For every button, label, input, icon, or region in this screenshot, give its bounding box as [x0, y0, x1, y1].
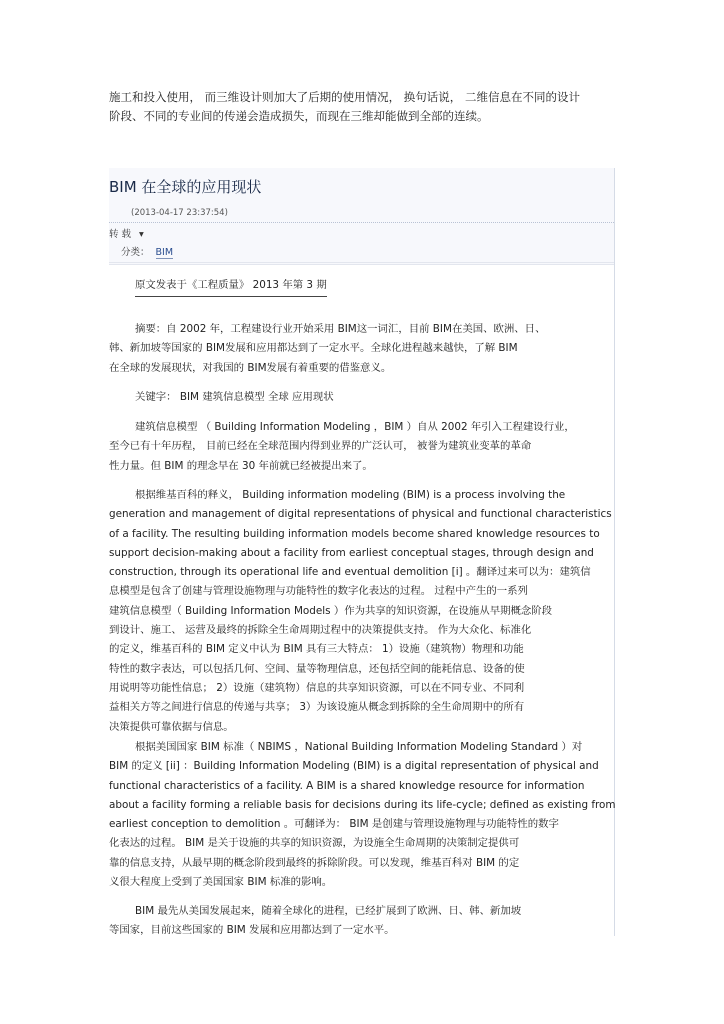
- abstract-line: 摘要：自 2002 年，工程建设行业开始采用 BIM这一词汇，目前 BIM在美国、欧洲、日、: [135, 323, 546, 335]
- chevron-down-icon[interactable]: ▾: [139, 229, 144, 240]
- nbims-line: 义很大程度上受到了美国国家 BIM 标准的影响。: [109, 876, 333, 889]
- keywords-paragraph: [109, 388, 334, 407]
- intro-line: 施工和投入使用， 而三维设计则加大了后期的使用情况， 换句话说， 二维信息在不同的设计: [109, 90, 580, 104]
- abstract-line: 韩、新加坡等国家的 BIM发展和应用都达到了一定水平。全球化进程越来越快，了解 BIM: [109, 342, 518, 355]
- article-source: 原文发表于《工程质量》 2013 年第 3 期: [135, 276, 327, 297]
- wiki-line: construction, through its operational life and eventual demolition [i] 。翻译过来可以为：建筑信: [109, 566, 591, 579]
- nbims-line: 化表达的过程。 BIM 是关于设施的共享的知识资源，为设施全生命周期的决策制定提供可: [109, 837, 520, 850]
- wiki-line: 的定义，维基百科的 BIM 定义中认为 BIM 具有三大特点： 1）设施（建筑物）物理和功能: [109, 643, 524, 656]
- wiki-line: 特性的数字表达，可以包括几何、空间、量等物理信息，还包括空间的能耗信息、设备的使: [109, 662, 525, 675]
- wiki-line: 益相关方等之间进行信息的传递与共享； 3）为该设施从概念到拆除的全生命周期中的所有: [109, 701, 525, 714]
- keywords-line: 关键字： BIM 建筑信息模型 全球 应用现状: [135, 391, 334, 403]
- wiki-line: of a facility. The resulting building information models become shared knowledge resources to: [109, 527, 600, 540]
- spread-line: 等国家，目前这些国家的 BIM 发展和应用都达到了一定水平。: [109, 924, 395, 937]
- definition-paragraph: [109, 418, 575, 476]
- wiki-line: support decision-making about a facility from earliest conceptual stages, through design and: [109, 546, 594, 559]
- abstract-paragraph: [109, 320, 545, 378]
- post-category: [121, 244, 173, 258]
- nbims-line: about a facility forming a reliable basis for decisions during its life-cycle; defined as existing from: [109, 798, 616, 811]
- nbims-line: BIM 的定义 [ii] ：Building Information Modeling (BIM) is a digital representation of physical and: [109, 760, 599, 773]
- blog-post: [109, 168, 615, 936]
- spread-line: BIM 最先从美国发展起来，随着全球化的进程，已经扩展到了欧洲、日、韩、新加坡: [135, 905, 522, 917]
- wiki-line: 建筑信息模型（ Building Information Models ）作为共享的知识资源，在设施从早期概念阶段: [109, 604, 553, 617]
- header-bottom-divider: [109, 262, 614, 263]
- nbims-line: functional characteristics of a facility. A BIM is a shared knowledge resource for information: [109, 779, 585, 792]
- wiki-line: 用说明等功能性信息； 2）设施（建筑物）信息的共享知识资源，可以在不同专业、不同利: [109, 681, 525, 694]
- header-divider: [109, 222, 614, 223]
- wiki-line: 根据维基百科的释义， Building information modeling (BIM) is a process involving the: [135, 489, 566, 501]
- spread-paragraph: [109, 902, 521, 941]
- wiki-line: 决策提供可靠依据与信息。: [109, 720, 234, 733]
- wiki-line: generation and management of digital representations of physical and functional characteristics: [109, 508, 612, 521]
- category-link[interactable]: BIM: [155, 247, 174, 258]
- definition-line: 建筑信息模型 （ Building Information Modeling ，BIM ）自从 2002 年引入工程建设行业，: [135, 421, 575, 433]
- post-title: BIM 在全球的应用现状: [109, 178, 262, 196]
- nbims-line: earliest conception to demolition 。可翻译为： BIM 是创建与管理设施物理与功能特性的数字: [109, 818, 559, 831]
- intro-paragraph: [109, 88, 609, 126]
- definition-line: 性力量。但 BIM 的理念早在 30 年前就已经被提出来了。: [109, 459, 373, 472]
- post-date: (2013-04-17 23:37:54): [131, 208, 228, 218]
- wiki-paragraph: [109, 486, 612, 737]
- wiki-line: 到设计、施工、 运营及最终的拆除全生命周期过程中的决策提供支持。 作为大众化、标准化: [109, 624, 532, 637]
- wiki-line: 息模型是包含了创建与管理设施物理与功能特性的数字化表达的过程。 过程中产生的一系列: [109, 585, 528, 598]
- abstract-line: 在全球的发展现状，对我国的 BIM发展有着重要的借鉴意义。: [109, 361, 392, 374]
- category-label: 分类：: [121, 247, 150, 258]
- intro-line: 阶段、不同的专业间的传递会造成损失，而现在三维却能做到全部的连续。: [109, 109, 489, 123]
- post-header: [109, 168, 614, 265]
- repost-label: 转 载: [109, 229, 132, 240]
- nbims-line: 靠的信息支持，从最早期的概念阶段到最终的拆除阶段。可以发现，维基百科对 BIM 的定: [109, 856, 520, 869]
- nbims-line: 根据美国国家 BIM 标准（ NBIMS ，National Building Information Modeling Standard ）对: [135, 741, 583, 753]
- nbims-paragraph: [109, 738, 616, 892]
- repost-button[interactable]: [109, 226, 144, 240]
- definition-line: 至今已有十年历程， 目前已经在全球范围内得到业界的广泛认可， 被誉为建筑业变革的革命: [109, 440, 532, 453]
